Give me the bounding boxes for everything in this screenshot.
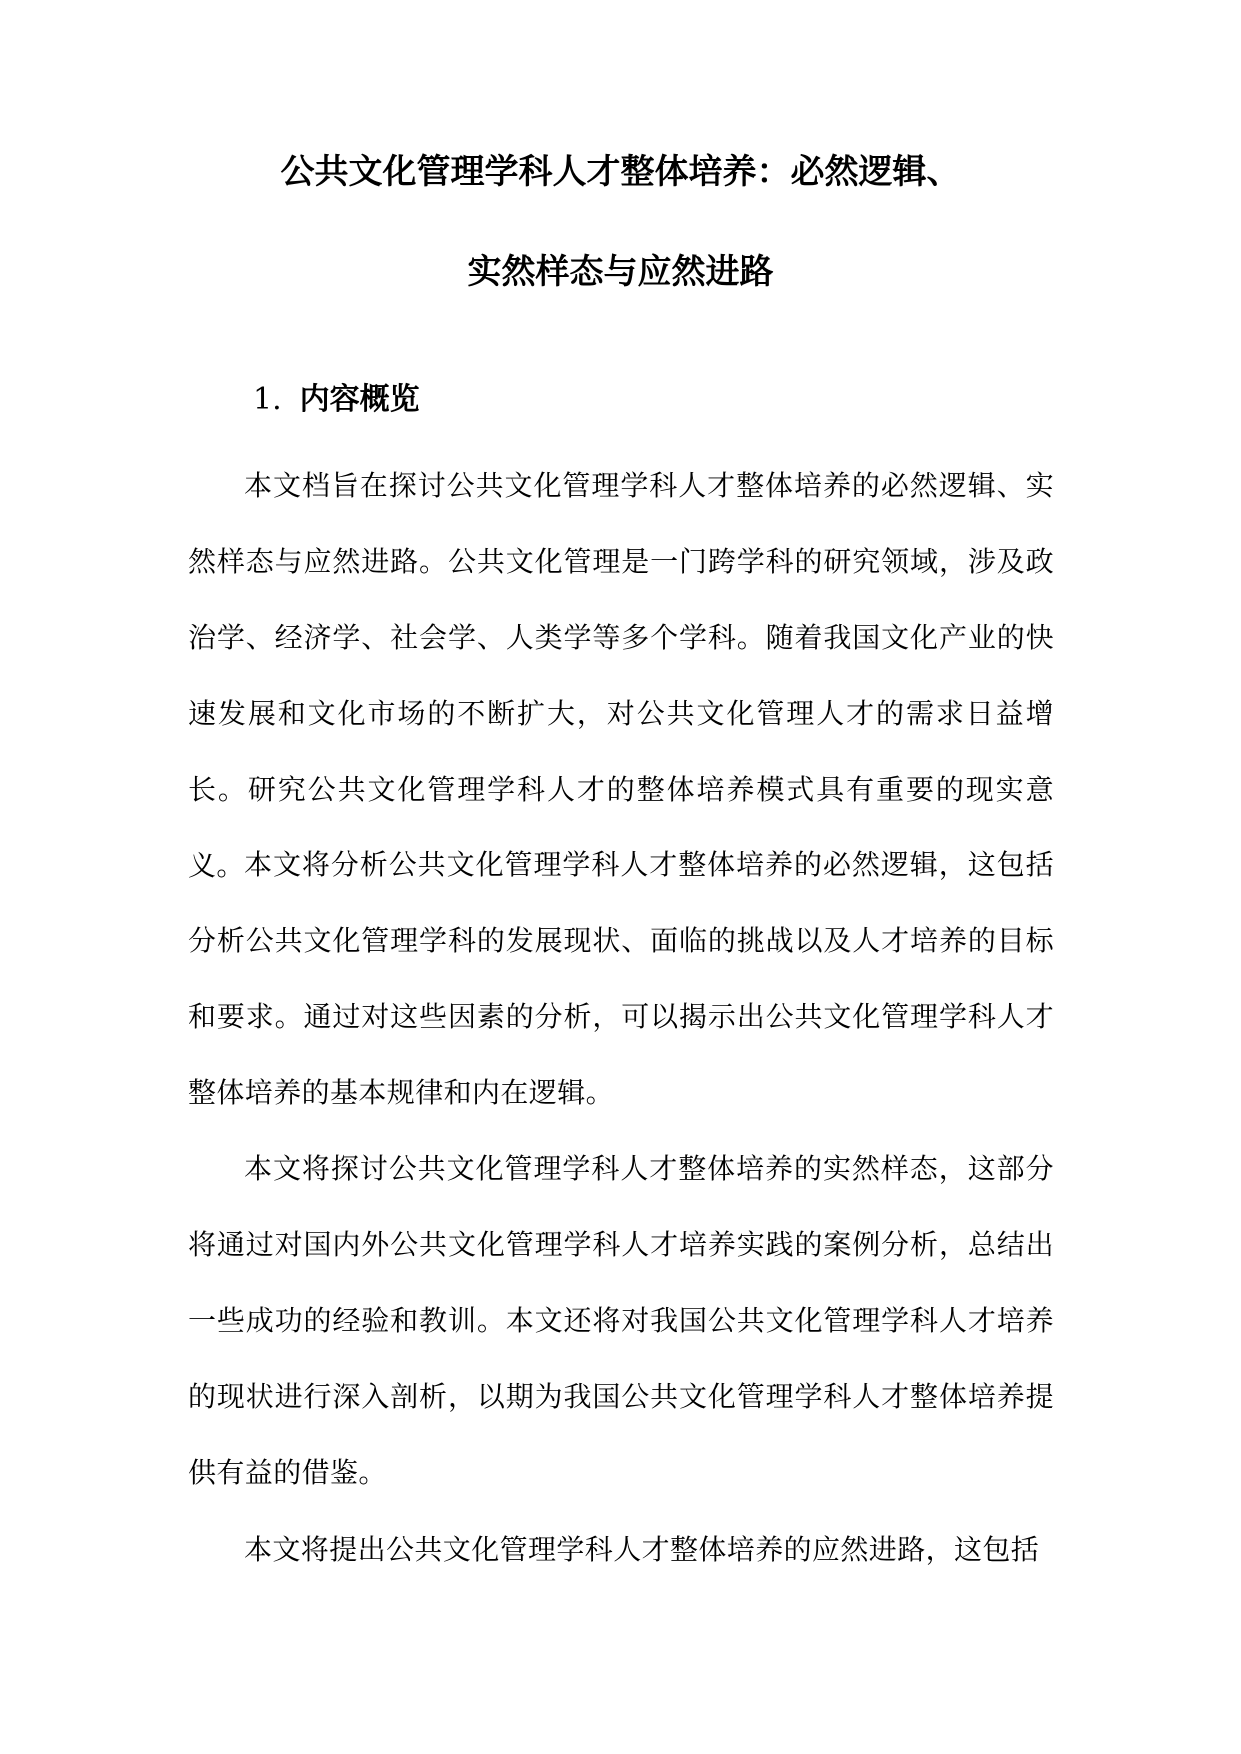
section-number: 1.	[253, 382, 282, 417]
document-title-line-2: 实然样态与应然进路	[467, 252, 774, 292]
section-heading	[253, 380, 420, 420]
section-title: 内容概览	[299, 382, 420, 417]
body-paragraph: 本文将分析公共文化管理学科人才整体培养的必然逻辑，这包括分析公共文化管理学科的发展现状、面临的挑战以及人才培养的目标和要求。通过对这些因素的分析，可以揭示出公共文化管理学科人才整体培养的基本规律和内在逻辑。	[188, 848, 1054, 1109]
body-paragraph: 本文将探讨公共文化管理学科人才整体培养的实然样态，这部分将通过对国内外公共文化管理学科人才培养实践的案例分析，总结出一些成功的经验和教训。本文还将对我国公共文化管理学科人才培养的现状进行深入剖析，以期为我国公共文化管理学科人才整体培养提供有益的借鉴。	[188, 1152, 1054, 1489]
body-paragraph: 本文将提出公共文化管理学科人才整体培养的应然进路，这包括	[244, 1533, 1040, 1566]
document-title-line-1: 公共文化管理学科人才整体培养：必然逻辑、	[280, 152, 961, 192]
body-paragraph: 本文档旨在探讨公共文化管理学科人才整体培养的必然逻辑、实然样态与应然进路。公共文化管理是一门跨学科的研究领域，涉及政治学、经济学、社会学、人类学等多个学科。随着我国文化产业的快速发展和文化市场的不断扩大，对公共文化管理人才的需求日益增长。研究公共文化管理学科人才的整体培养模式具有重要的现实意义。	[188, 469, 1054, 882]
